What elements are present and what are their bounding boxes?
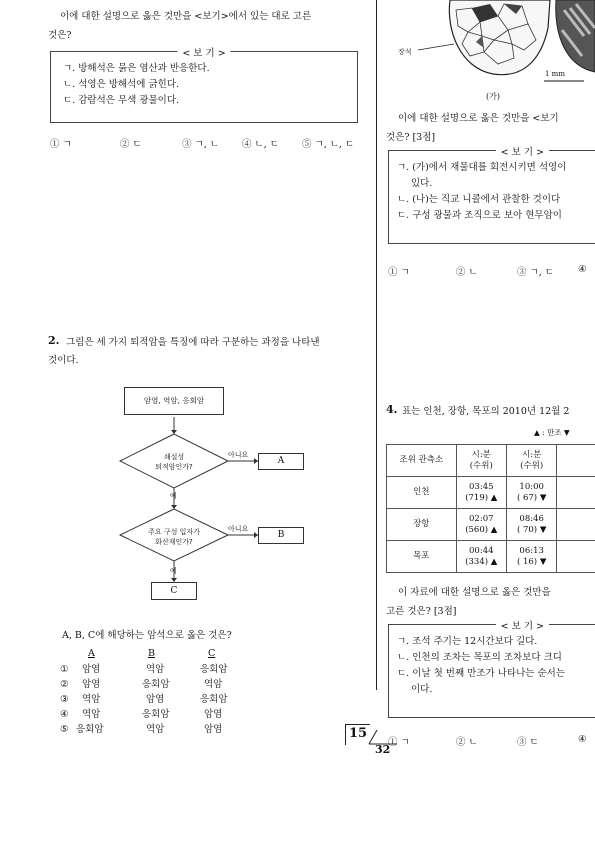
q2-choice-b: 응회암 [142, 679, 170, 690]
flow-decision-1 [130, 452, 218, 472]
tide-time: 10:00 [519, 481, 544, 492]
q1-bogi-item: ㄷ. 감람석은 무색 광물이다. [63, 95, 180, 106]
q2-stem-line1: 그림은 세 가지 퇴적암을 특징에 따라 구분하는 과정을 나타낸 [66, 337, 320, 348]
q4-bogi-item: 이다. [411, 684, 433, 695]
flow-d2-line2: 화산재인가? [155, 538, 193, 546]
q2-choice-num: ② [60, 679, 69, 690]
flow-box-c: C [151, 582, 197, 600]
q2-choice-a: 암염 [82, 679, 101, 690]
q2-choice-num: ① [60, 664, 69, 675]
page-number [345, 724, 397, 756]
q3-bogi-item: ㄷ. 구성 광물과 조직으로 보아 현무암이 [397, 210, 562, 221]
q2-choice-c: 암염 [204, 724, 223, 735]
fig-scale: 1 mm [545, 70, 565, 78]
q1-choice-3[interactable]: ③ ㄱ, ㄴ [182, 139, 219, 150]
tide-time: 02:07 [469, 513, 494, 524]
q3-choice-4[interactable]: ④ [578, 264, 587, 275]
tide-header-cut [557, 445, 595, 477]
q1-choice-1[interactable]: ① ㄱ [50, 139, 72, 150]
tide-level: (719) ▲ [465, 492, 498, 503]
tide-cell-cut [557, 477, 595, 509]
fig-caption: (가) [486, 92, 500, 101]
q2-choice-1[interactable] [60, 662, 260, 677]
q1-choice-4[interactable]: ④ ㄴ, ㄷ [242, 139, 279, 150]
flow-decision-2 [130, 527, 218, 547]
flow-no-label-1: 아니요 [228, 451, 249, 459]
q2-choice-b: 역암 [146, 664, 165, 675]
tide-time: 03:45 [469, 481, 494, 492]
q4-stem2-line2: 고른 것은? [3점] [386, 606, 457, 617]
q1-stem-line2: 것은? [48, 30, 72, 41]
tide-header-time1-label: 시:분 [471, 449, 491, 460]
q2-choice-c: 응회암 [200, 664, 228, 675]
q3-bogi-item: ㄴ. (나)는 직교 니콜에서 관찰한 것이다 [397, 194, 561, 205]
q2-choice-a: 역암 [82, 694, 101, 705]
q2-choice-num: ③ [60, 694, 69, 705]
q2-choice-2[interactable] [60, 677, 260, 692]
q1-choice-2[interactable]: ② ㄷ [120, 139, 142, 150]
q4-bogi-item: ㄷ. 이날 첫 번째 만조가 나타나는 순서는 [397, 668, 565, 679]
q4-choice-4[interactable]: ④ [578, 734, 587, 745]
flow-d1-line2: 퇴적암인가? [155, 463, 193, 471]
flow-yes-label-2: 예 [170, 567, 177, 575]
q2-choice-a: 역암 [82, 709, 101, 720]
q3-bogi-item: 있다. [411, 178, 433, 189]
flow-box-a: A [258, 453, 304, 470]
q1-bogi-title: < 보 기 > [177, 45, 230, 59]
flow-start-box: 암염, 역암, 응회암 [124, 387, 224, 415]
q3-bogi-title: < 보 기 > [496, 144, 549, 158]
tide-level: (334) ▲ [465, 556, 498, 567]
tide-header-station: 조위 관측소 [387, 445, 457, 477]
q2-choice-b: 암염 [146, 694, 165, 705]
tide-cell [506, 477, 556, 509]
q3-choice-1[interactable]: ① ㄱ [388, 267, 410, 278]
q4-choice-3[interactable]: ③ ㄷ [517, 737, 539, 748]
tide-row-mokpo [387, 541, 595, 573]
q2-choice-num: ④ [60, 709, 69, 720]
tide-level: ( 16) ▼ [516, 556, 547, 567]
q2-header-a: A [88, 648, 95, 659]
q4-choice-1[interactable]: ① ㄱ [388, 737, 410, 748]
q3-stem-line1: 이에 대한 설명으로 옳은 것만을 <보기 [398, 113, 559, 124]
page-total: 32 [375, 743, 391, 756]
tide-cell [456, 477, 506, 509]
q4-stem: 표는 인천, 장항, 목포의 2010년 12월 2 [402, 406, 570, 417]
q4-bogi-item: ㄱ. 조석 주기는 12시간보다 길다. [397, 636, 538, 647]
q2-stem-line2: 것이다. [48, 355, 79, 366]
q2-choice-5[interactable] [60, 722, 260, 737]
tide-time: 06:13 [519, 545, 544, 556]
q2-choice-c: 역암 [204, 679, 223, 690]
fig-label-jangseok: 장석 [398, 48, 412, 56]
q4-bogi-item: ㄴ. 인천의 조차는 목포의 조차보다 크디 [397, 652, 562, 663]
tide-header-time2-label: 시:분 [522, 449, 542, 460]
q2-choice-a: 응회암 [76, 724, 104, 735]
q1-choice-5[interactable]: ⑤ ㄱ, ㄴ, ㄷ [302, 139, 355, 150]
tide-row-janghang [387, 509, 595, 541]
q4-choice-2[interactable]: ② ㄴ [456, 737, 478, 748]
tide-station: 장항 [387, 509, 457, 541]
tide-legend: ▲ : 만조 ▼ [534, 428, 570, 437]
tide-level: ( 70) ▼ [516, 524, 547, 535]
q1-bogi-item: ㄴ. 석영은 방해석에 긁힌다. [63, 79, 180, 90]
q2-header-c: C [208, 648, 216, 659]
q4-number: 4. [386, 403, 398, 416]
tide-station: 인천 [387, 477, 457, 509]
tide-cell [456, 509, 506, 541]
q2-header-b: B [148, 648, 155, 659]
tide-cell [506, 509, 556, 541]
tide-header-level1-label: (수위) [469, 460, 493, 471]
q2-question: A, B, C에 해당하는 암석으로 옳은 것은? [62, 630, 232, 641]
tide-header-level2-label: (수위) [520, 460, 544, 471]
q3-choice-2[interactable]: ② ㄴ [456, 267, 478, 278]
tide-cell-cut [557, 509, 595, 541]
q4-stem2-line1: 이 자료에 대한 설명으로 옳은 것만을 [398, 587, 551, 598]
flow-box-b: B [258, 527, 304, 544]
tide-time: 00:44 [469, 545, 494, 556]
fig-label-pointer [416, 42, 456, 56]
flow-no-label-2: 아니요 [228, 525, 249, 533]
tide-header-time2 [506, 445, 556, 477]
q1-bogi-item: ㄱ. 방해석은 묽은 염산과 반응한다. [63, 63, 210, 74]
q3-bogi-item: ㄱ. (가)에서 재물대를 회전시키면 석영이 [397, 162, 567, 173]
tide-row-incheon [387, 477, 595, 509]
q1-stem-line1: 이에 대한 설명으로 옳은 것만을 <보기>에서 있는 대로 고른 [60, 11, 312, 22]
page-current: 15 [349, 726, 368, 741]
q2-choice-num: ⑤ [60, 724, 69, 735]
tide-cell [506, 541, 556, 573]
flow-yes-label-1: 예 [170, 492, 177, 500]
q4-bogi-box [388, 621, 595, 718]
column-divider [376, 0, 377, 690]
tide-cell-cut [557, 541, 595, 573]
q2-choice-a: 암염 [82, 664, 101, 675]
tide-table [386, 444, 595, 573]
tide-station: 목포 [387, 541, 457, 573]
thin-section-figure [438, 0, 595, 90]
q4-bogi-title: < 보 기 > [496, 618, 549, 632]
q2-choice-c: 암염 [204, 709, 223, 720]
tide-level: (560) ▲ [465, 524, 498, 535]
q2-choices [60, 662, 260, 737]
tide-cell [456, 541, 506, 573]
q2-choice-b: 역암 [146, 724, 165, 735]
tide-header-row [387, 445, 595, 477]
flow-d2-line1: 주요 구성 입자가 [148, 528, 200, 536]
flow-d1-line1: 쇄설성 [163, 453, 185, 461]
q3-stem-line2: 것은? [3점] [386, 132, 436, 143]
tide-header-time1 [456, 445, 506, 477]
q2-choice-c: 응회암 [200, 694, 228, 705]
tide-time: 08:46 [519, 513, 544, 524]
q2-choice-4[interactable] [60, 707, 260, 722]
q3-choice-3[interactable]: ③ ㄱ, ㄷ [517, 267, 554, 278]
q2-choice-3[interactable] [60, 692, 260, 707]
q2-number: 2. [48, 334, 60, 347]
q1-bogi-box [50, 48, 358, 123]
q2-choice-b: 응회암 [142, 709, 170, 720]
q3-bogi-box [388, 147, 595, 244]
tide-level: ( 67) ▼ [516, 492, 547, 503]
